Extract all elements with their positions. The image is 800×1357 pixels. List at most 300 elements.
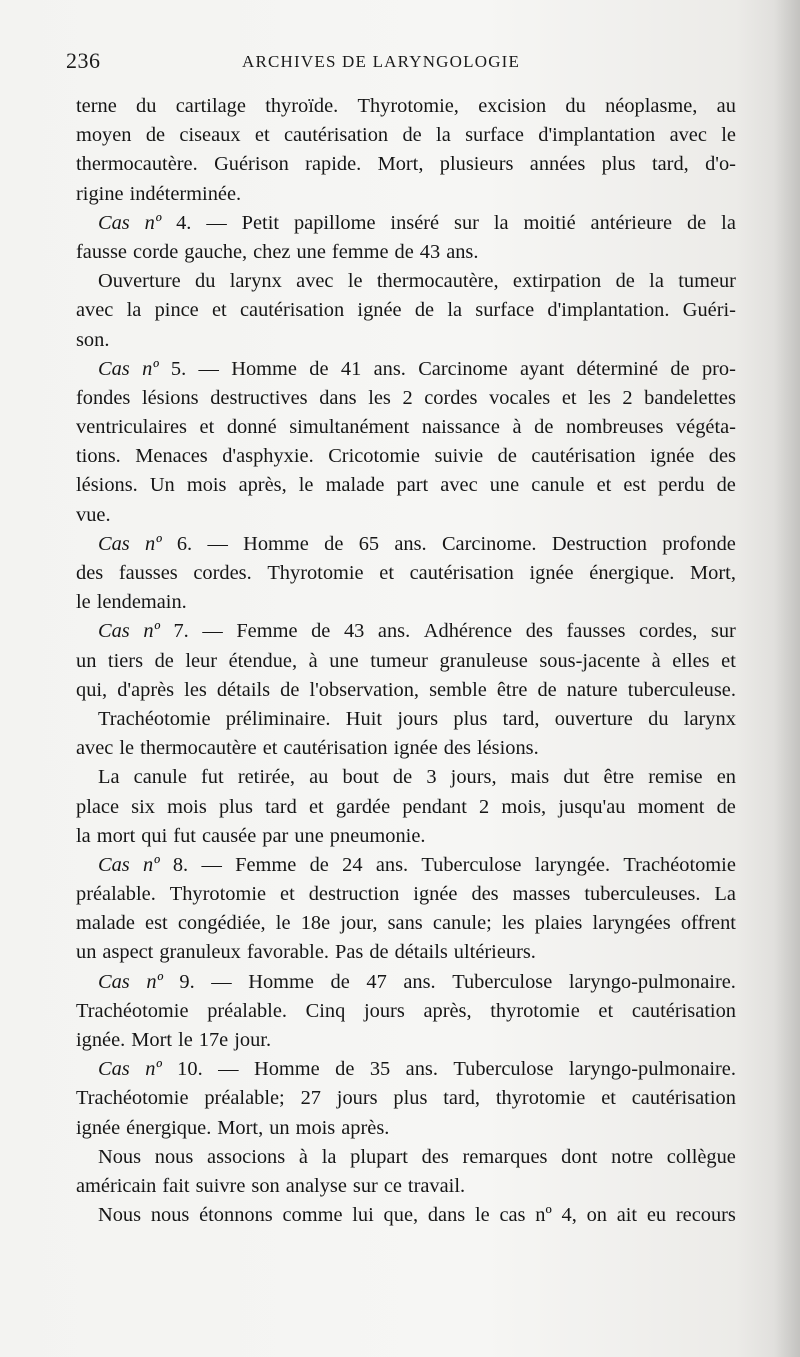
word: cautérisation: [409, 562, 514, 584]
word: gauche,: [184, 240, 248, 263]
word: ans.: [377, 620, 411, 643]
word: Menaces: [135, 445, 208, 468]
word: qui: [141, 824, 168, 847]
word: canule: [133, 766, 187, 789]
word: avec: [440, 474, 478, 497]
word: remise: [648, 766, 703, 789]
word: dans: [319, 386, 357, 409]
word: rigine: [76, 182, 124, 205]
word: Huit: [345, 707, 383, 730]
word: et: [598, 999, 614, 1022]
word: préliminaire.: [225, 707, 331, 730]
word: cartilage: [175, 95, 246, 117]
word: jour,: [340, 912, 378, 935]
word: et: [561, 386, 577, 409]
word: du: [195, 270, 216, 293]
text-line: [76, 938, 736, 967]
word: lendemain.: [96, 591, 187, 614]
word: ans.: [403, 970, 436, 993]
word: de: [330, 970, 350, 993]
word: —: [198, 357, 219, 380]
word: Nous: [98, 1145, 142, 1168]
word: une: [489, 474, 520, 497]
word: par: [262, 824, 289, 847]
word: Mort,: [377, 153, 424, 176]
text-line: [76, 413, 736, 442]
word: un: [76, 649, 97, 672]
word: tiers: [107, 649, 144, 672]
word: énergique.: [126, 1116, 212, 1139]
word: ans.: [373, 357, 406, 380]
word: —: [202, 620, 223, 643]
word: cordes,: [638, 620, 698, 643]
word: et: [212, 299, 227, 322]
word: fait: [162, 1174, 190, 1197]
word: Femme: [235, 853, 297, 876]
text-line: [76, 1201, 736, 1230]
case-heading-line: [76, 968, 736, 997]
word: —: [207, 532, 228, 555]
word: simultanément: [289, 416, 410, 439]
word: moyen: [76, 124, 132, 147]
word: ignée: [393, 737, 438, 760]
word: un: [269, 1116, 290, 1139]
text-line: [76, 559, 736, 588]
word: 43: [343, 620, 365, 643]
word: thermocautère.: [76, 153, 198, 176]
word: fut: [173, 824, 196, 847]
word: semble: [429, 678, 487, 701]
word: antérieure: [590, 211, 673, 234]
word: collègue: [666, 1145, 736, 1168]
word: ignée: [357, 299, 402, 322]
word: sous-jacente: [539, 649, 641, 672]
text-line: [76, 822, 736, 851]
word: eu: [646, 1204, 667, 1227]
case-heading-line: [76, 209, 736, 238]
word: dont: [561, 1145, 598, 1168]
word: fondes: [76, 386, 131, 409]
word: Thyrotomie: [267, 562, 364, 584]
word: de: [154, 649, 174, 672]
word: Carcinome.: [441, 532, 537, 555]
word: Femme: [236, 620, 298, 643]
word: de: [280, 678, 300, 701]
case-heading-line: [76, 617, 736, 646]
word: son.: [76, 328, 110, 351]
word: déterminé: [576, 357, 659, 380]
word: on: [586, 1204, 607, 1227]
word: bandelettes: [644, 386, 736, 409]
word: de: [537, 678, 557, 701]
word: fut: [201, 766, 224, 789]
word: Guéri-: [682, 299, 736, 322]
word: comme: [282, 1204, 343, 1227]
text-line: [76, 180, 736, 209]
word: destruction: [308, 883, 400, 906]
word: gardée: [335, 795, 391, 818]
word: Cricotomie: [328, 445, 420, 468]
word: de: [615, 270, 635, 293]
word: la: [126, 299, 142, 322]
word: être: [496, 678, 528, 701]
text-line: [76, 705, 736, 734]
word: à: [308, 649, 318, 672]
word: et: [308, 795, 324, 818]
word: tions.: [76, 445, 121, 468]
word: tumeur: [370, 649, 428, 672]
word: tuberculeuse.: [627, 678, 736, 701]
word: Nous: [98, 1204, 142, 1227]
word: 24: [342, 853, 363, 876]
word: ans.: [405, 1058, 438, 1081]
word: des: [76, 562, 104, 584]
word: à: [512, 416, 522, 439]
word: cautérisation: [283, 124, 389, 147]
word: Destruction: [551, 532, 647, 555]
word: du: [136, 95, 157, 117]
word: le: [275, 912, 291, 935]
word: larynx: [229, 270, 282, 293]
word: cautérisation: [283, 737, 388, 760]
word: Adhérence: [423, 620, 513, 643]
text-line: [76, 588, 736, 617]
text-line: [76, 238, 736, 267]
word: d'implantation: [538, 124, 656, 147]
word: notre: [611, 1145, 654, 1168]
word: nombreuses: [565, 416, 664, 439]
word: en: [716, 766, 736, 789]
word: laryngées: [592, 912, 671, 935]
text-line: [76, 909, 736, 938]
word: la: [493, 211, 509, 234]
word: indéterminée.: [129, 182, 242, 205]
word: une: [296, 240, 326, 263]
word: thyroïde.: [265, 95, 339, 117]
word: ventriculaires: [76, 416, 187, 439]
word: surface: [475, 299, 535, 322]
word: Tuberculose: [453, 1058, 554, 1081]
word: jours: [397, 707, 439, 730]
word: moitié: [523, 211, 576, 234]
word: thyrotomie: [490, 999, 580, 1022]
word: tard,: [502, 707, 540, 730]
word: plus: [218, 795, 253, 818]
word: nous: [150, 1204, 190, 1227]
word: de: [414, 299, 435, 322]
word: du: [565, 95, 586, 117]
word: bout: [342, 766, 379, 789]
text-line: [76, 676, 736, 705]
word: papillome: [293, 211, 376, 234]
text-line: [76, 734, 736, 763]
word: —: [218, 1058, 239, 1081]
word: le: [298, 474, 314, 497]
word: leur: [185, 649, 218, 672]
word: vocales: [489, 386, 551, 409]
word: Trachéotomie: [623, 853, 736, 876]
word: au: [309, 766, 329, 789]
word: Tuberculose: [452, 970, 553, 993]
word: le: [721, 124, 736, 147]
word: suivre: [195, 1174, 246, 1197]
word: 4,: [561, 1204, 577, 1227]
word: le: [178, 1029, 193, 1051]
word: 43: [419, 240, 441, 263]
word: Thyrotomie: [169, 883, 267, 906]
word: malade: [76, 912, 135, 935]
word: de: [394, 240, 414, 263]
word: tuberculeuses.: [584, 883, 701, 906]
word: laryngo-pulmonaire.: [568, 970, 736, 993]
word: cautérisation: [531, 445, 636, 468]
word: les: [368, 386, 391, 409]
word: Homme: [253, 1058, 320, 1081]
word: Cas: [98, 357, 130, 380]
word: nº: [142, 357, 159, 380]
word: 7.: [173, 620, 189, 643]
word: 65: [358, 532, 380, 555]
word: vue.: [76, 503, 111, 526]
word: tumeur: [678, 270, 736, 293]
word: 9.: [179, 970, 195, 993]
word: de: [392, 766, 413, 789]
text-line: [76, 793, 736, 822]
word: ultérieurs.: [453, 941, 536, 964]
word: inséré: [390, 211, 440, 234]
word: fausses: [118, 562, 178, 584]
word: pro-: [701, 357, 736, 380]
word: au: [716, 95, 736, 117]
word: jours: [336, 1087, 378, 1110]
word: un: [76, 941, 97, 964]
word: dans: [427, 1204, 466, 1227]
word: d'implantation.: [547, 299, 670, 322]
word: 41: [340, 357, 362, 380]
word: —: [201, 853, 222, 876]
word: fausses: [566, 620, 626, 643]
word: et: [199, 416, 215, 439]
word: des: [708, 445, 736, 468]
word: Cas: [98, 620, 130, 643]
word: étendue,: [228, 649, 298, 672]
word: ignée: [650, 445, 695, 468]
word: associons: [207, 1145, 286, 1168]
word: avec: [669, 124, 707, 147]
word: lésions.: [76, 474, 138, 497]
word: de: [335, 1058, 355, 1081]
text-line: [76, 296, 736, 325]
word: mois: [295, 1116, 336, 1139]
word: elles: [672, 649, 710, 672]
word: jour.: [234, 1029, 272, 1051]
word: pneumonie.: [329, 824, 426, 847]
word: et: [280, 883, 295, 906]
word: Thyrotomie,: [357, 95, 459, 117]
text-line: [76, 763, 736, 792]
text-line: [76, 647, 736, 676]
word: 8.: [172, 853, 189, 876]
text-line: [76, 1172, 736, 1201]
word: nº: [144, 211, 162, 234]
word: mort: [96, 824, 136, 847]
case-heading-line: [76, 530, 736, 559]
word: tard,: [651, 153, 689, 176]
word: sur: [710, 620, 736, 643]
word: le: [347, 270, 363, 293]
word: Pas: [334, 941, 364, 964]
word: La: [714, 883, 736, 906]
word: travail.: [407, 1174, 466, 1197]
word: de: [534, 416, 554, 439]
word: dut: [563, 766, 590, 789]
text-line: [76, 1026, 736, 1055]
word: Trachéotomie: [98, 707, 211, 730]
word: extirpation: [512, 270, 602, 293]
word: ans.: [375, 853, 409, 876]
text-line: [76, 880, 736, 909]
page-number: 236: [66, 48, 101, 73]
word: et: [721, 649, 736, 672]
word: avec: [76, 737, 114, 760]
word: 17e: [198, 1029, 229, 1051]
word: les: [501, 912, 525, 935]
word: avec: [76, 299, 114, 322]
word: Cas: [98, 211, 130, 234]
word: préalable.: [207, 999, 287, 1022]
word: ignée: [76, 1116, 121, 1139]
word: tard,: [443, 1087, 481, 1110]
word: Un: [149, 474, 175, 497]
word: thermocautère: [140, 737, 257, 760]
word: son: [251, 1174, 280, 1197]
word: les: [588, 386, 611, 409]
word: la: [447, 299, 463, 322]
word: les: [184, 678, 207, 701]
word: de: [497, 445, 517, 468]
word: de: [311, 620, 331, 643]
text-line: [76, 471, 736, 500]
word: après,: [238, 474, 287, 497]
word: excision: [478, 95, 547, 117]
word: cordes.: [193, 562, 252, 584]
word: sur: [352, 1174, 378, 1197]
word: énergique.: [589, 562, 675, 584]
word: le: [474, 1204, 490, 1227]
word: cordes: [424, 386, 478, 409]
text-line: [76, 384, 736, 413]
word: congédiée,: [177, 912, 266, 935]
word: Mort,: [217, 1116, 264, 1139]
word: 18e: [300, 912, 331, 935]
word: d'après: [117, 678, 175, 701]
word: est: [623, 474, 647, 497]
word: nous: [154, 1145, 194, 1168]
word: qui,: [76, 678, 108, 701]
body-text: [76, 92, 736, 1230]
case-heading-line: [76, 355, 736, 384]
word: cautérisation: [631, 999, 736, 1022]
word: thermocautère,: [376, 270, 499, 293]
word: ayant: [520, 357, 565, 380]
word: de: [309, 853, 329, 876]
word: 6.: [176, 532, 193, 555]
word: cautérisation: [631, 1087, 736, 1110]
word: d'asphyxie.: [222, 445, 314, 468]
word: nº: [146, 970, 163, 993]
word: Cas: [98, 1058, 130, 1081]
word: ait: [616, 1204, 638, 1227]
word: le: [76, 591, 91, 614]
word: suivie: [434, 445, 484, 468]
word: préalable.: [76, 883, 156, 906]
word: 5.: [170, 357, 187, 380]
word: de: [145, 124, 166, 147]
word: est: [145, 912, 168, 935]
word: jours: [364, 999, 405, 1022]
word: six: [131, 795, 155, 818]
text-line: [76, 1114, 736, 1143]
word: Homme: [248, 970, 314, 993]
word: Homme: [231, 357, 297, 380]
word: —: [211, 970, 232, 993]
text-line: [76, 267, 736, 296]
word: de: [670, 357, 690, 380]
word: de: [686, 211, 707, 234]
word: détails: [394, 941, 448, 964]
word: de: [309, 357, 329, 380]
word: ignée: [529, 562, 574, 584]
word: à: [298, 1145, 308, 1168]
word: Guérison: [214, 153, 289, 176]
word: nature: [566, 678, 618, 701]
word: 2: [622, 386, 633, 409]
word: des: [471, 883, 499, 906]
text-line: [76, 501, 736, 530]
word: et: [596, 474, 612, 497]
word: végéta-: [675, 416, 736, 439]
word: chez: [253, 240, 291, 263]
word: pendant: [402, 795, 467, 818]
word: larynx: [683, 707, 736, 730]
word: que,: [383, 1204, 419, 1227]
word: de: [716, 795, 736, 818]
word: 3: [426, 766, 437, 789]
word: étonnons: [199, 1204, 273, 1227]
word: profonde: [662, 532, 736, 555]
word: ans.: [446, 240, 479, 263]
word: Carcinome: [418, 357, 508, 380]
word: masses: [512, 883, 571, 906]
word: de: [369, 941, 389, 964]
word: plaies: [534, 912, 583, 935]
text-line: [76, 1084, 736, 1113]
text-line: [76, 442, 736, 471]
word: destructives: [210, 386, 308, 409]
word: naissance: [421, 416, 500, 439]
word: des: [421, 1145, 449, 1168]
word: malade: [325, 474, 385, 497]
word: moment: [637, 795, 705, 818]
word: Trachéotomie: [76, 1087, 189, 1110]
word: la: [321, 1145, 337, 1168]
word: plupart: [350, 1145, 408, 1168]
word: de: [324, 532, 344, 555]
word: sans: [387, 912, 423, 935]
word: nº: [145, 1058, 162, 1081]
word: canule: [531, 474, 585, 497]
text-line: [76, 997, 736, 1026]
